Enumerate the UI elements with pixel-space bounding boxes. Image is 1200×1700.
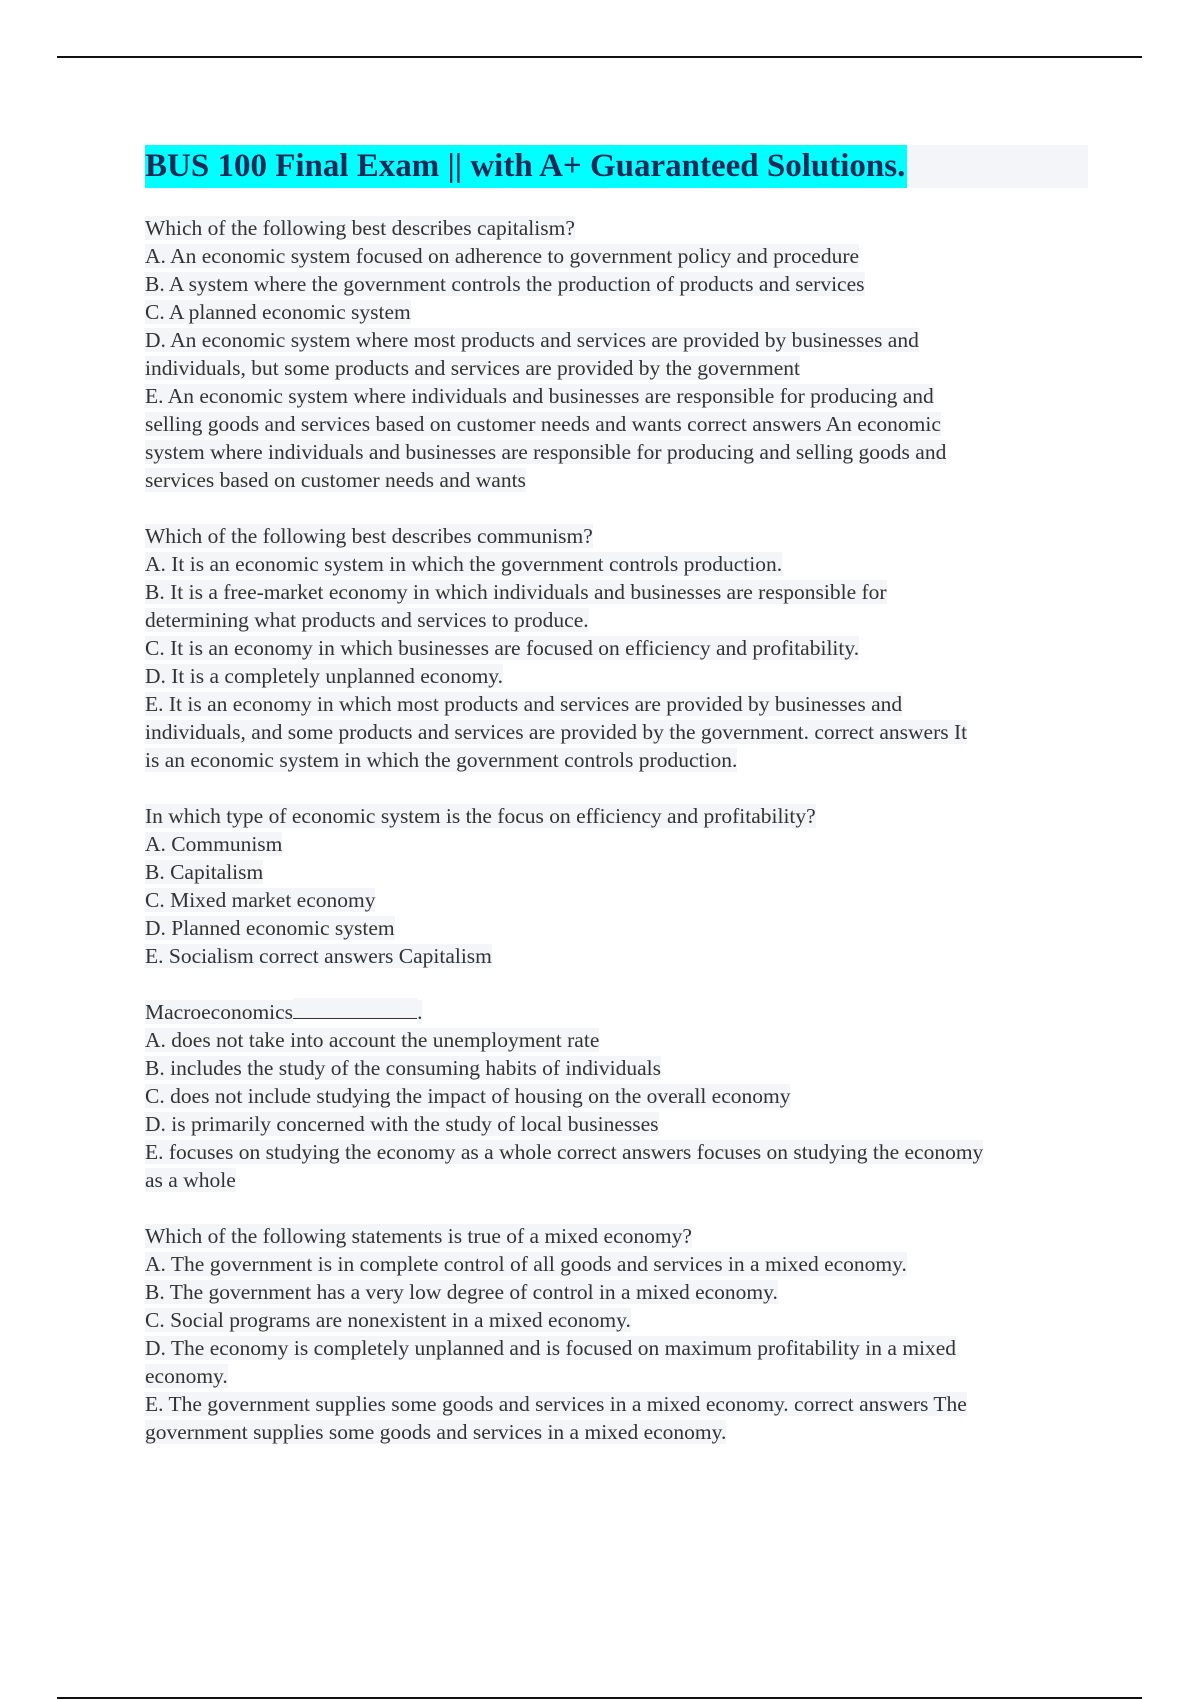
fill-in-blank [293, 998, 417, 1019]
correct-answer-text: is an economic system in which the government controls production. [145, 748, 738, 772]
correct-answer-text: individuals, and some products and services are provided by the government. correct answers It [145, 720, 968, 744]
question-stem: In which type of economic system is the focus on efficiency and profitability? [145, 804, 816, 828]
header-rule [57, 56, 1142, 58]
question-block [145, 214, 1090, 494]
answer-option: B. It is a free-market economy in which individuals and businesses are responsible for [145, 580, 887, 604]
answer-option: D. is primarily concerned with the study of local businesses [145, 1112, 659, 1136]
answer-option: D. The economy is completely unplanned and is focused on maximum profitability in a mixed [145, 1336, 957, 1360]
question-block [145, 522, 1090, 774]
correct-answer-text: system where individuals and businesses are responsible for producing and selling goods and [145, 440, 947, 464]
answer-option: D. An economic system where most products and services are provided by businesses and [145, 328, 919, 352]
correct-answer-text: government supplies some goods and services in a mixed economy. [145, 1420, 727, 1444]
question-stem: Which of the following best describes capitalism? [145, 216, 575, 240]
question-stem: Which of the following statements is true of a mixed economy? [145, 1224, 692, 1248]
correct-answer-text: as a whole [145, 1168, 236, 1192]
footer-rule [57, 1697, 1142, 1699]
answer-option-continued: economy. [145, 1364, 228, 1388]
document-body [145, 145, 1090, 1474]
answer-option: E. The government supplies some goods and services in a mixed economy. correct answers The [145, 1392, 967, 1416]
answer-option: B. A system where the government controls the production of products and services [145, 272, 865, 296]
answer-option: B. includes the study of the consuming habits of individuals [145, 1056, 661, 1080]
answer-option: A. Communism [145, 832, 283, 856]
answer-option: B. Capitalism [145, 860, 264, 884]
answer-option: E. Socialism correct answers Capitalism [145, 944, 492, 968]
answer-option: A. does not take into account the unemployment rate [145, 1028, 600, 1052]
question-block [145, 998, 1090, 1194]
answer-option: A. It is an economic system in which the government controls production. [145, 552, 783, 576]
answer-option: A. An economic system focused on adherence to government policy and procedure [145, 244, 860, 268]
answer-option: C. Social programs are nonexistent in a mixed economy. [145, 1308, 631, 1332]
answer-option: E. An economic system where individuals and businesses are responsible for producing and [145, 384, 934, 408]
answer-option: D. Planned economic system [145, 916, 395, 940]
document-title: BUS 100 Final Exam || with A+ Guaranteed Solutions. [145, 145, 907, 188]
answer-option-continued: selling goods and services based on customer needs and wants correct answers An economic [145, 412, 941, 436]
answer-option: C. A planned economic system [145, 300, 411, 324]
title-bar [145, 145, 1088, 188]
question-block [145, 802, 1090, 970]
answer-option: E. It is an economy in which most products and services are provided by businesses and [145, 692, 903, 716]
answer-option: E. focuses on studying the economy as a whole correct answers focuses on studying the economy [145, 1140, 984, 1164]
question-stem: Macroeconomics . [145, 1000, 423, 1024]
question-stem: Which of the following best describes communism? [145, 524, 593, 548]
answer-option: C. does not include studying the impact of housing on the overall economy [145, 1084, 791, 1108]
answer-option: B. The government has a very low degree of control in a mixed economy. [145, 1280, 778, 1304]
answer-option-continued: individuals, but some products and services are provided by the government [145, 356, 800, 380]
answer-option-continued: determining what products and services to produce. [145, 608, 589, 632]
answer-option: A. The government is in complete control of all goods and services in a mixed economy. [145, 1252, 907, 1276]
answer-option: D. It is a completely unplanned economy. [145, 664, 504, 688]
question-block [145, 1222, 1090, 1446]
correct-answer-text: services based on customer needs and wants [145, 468, 526, 492]
answer-option: C. Mixed market economy [145, 888, 376, 912]
answer-option: C. It is an economy in which businesses are focused on efficiency and profitability. [145, 636, 860, 660]
